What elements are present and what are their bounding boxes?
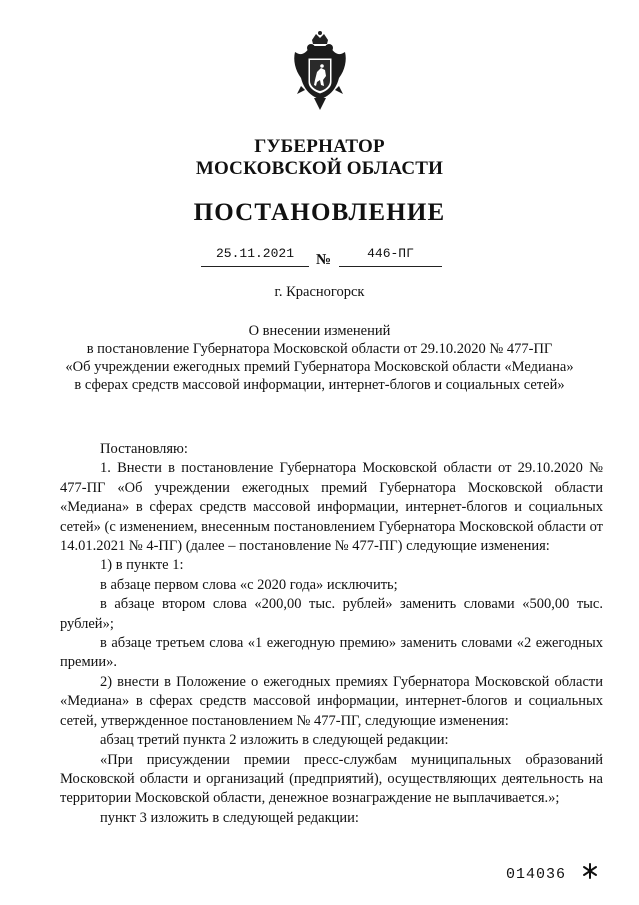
asterisk-mark-icon — [581, 862, 599, 880]
body-paragraph-item-1: 1. Внести в постановление Губернатора Московской области от 29.10.2020 № 477-ПГ «Об учреждении ежегодных премий Губернатора Московской области «Медиана» в сферах средств массовой информации, интернет-блогов и социальных сетей» (с изменением, внесенным постановлением Губернатора Московской области от 14.01.2021 № 4-ПГ) (далее – постановление № 477-ПГ) следующие изменения: — [60, 460, 603, 555]
form-serial-number: 014036 — [506, 866, 567, 883]
document-type-title: ПОСТАНОВЛЕНИЕ — [193, 199, 446, 226]
body-paragraph-quote: «При присуждении премии пресс-службам муниципальных образований Московской области и организаций (предприятий), осуществляющих деятельность на территории Московской области, денежное вознаграждение не выплачивается.»; — [60, 751, 603, 807]
authority-title-line2: МОСКОВСКОЙ ОБЛАСТИ — [195, 158, 444, 179]
place-of-issue: г. Красногорск — [274, 284, 365, 300]
resolve-paragraph: Постановляю: — [100, 441, 188, 457]
subject-line: «Об учреждении ежегодных премий Губернатора Московской области «Медиана» — [65, 359, 574, 375]
body-paragraph-subitem-2: 2) внести в Положение о ежегодных премиях Губернатора Московской области «Медиана» в сферах средств массовой информации, интернет-блогов и социальных сетей, утвержденное постановлением № 477-ПГ, следующие изменения: — [60, 673, 603, 729]
subject-line: О внесении изменений — [248, 323, 391, 339]
registration-number: 446-ПГ — [339, 246, 442, 267]
body-paragraph: в абзаце втором слова «200,00 тыс. рублей» заменить словами «500,00 тыс. рублей»; — [60, 596, 603, 632]
subject-line: в сферах средств массовой информации, интернет-блогов и социальных сетей» — [74, 377, 565, 393]
body-paragraph: абзац третий пункта 2 изложить в следующей редакции: — [100, 732, 449, 749]
body-paragraph: пункт 3 изложить в следующей редакции: — [100, 809, 359, 826]
authority-title-line1: ГУБЕРНАТОР — [254, 136, 385, 157]
body-paragraph-subitem-1: 1) в пункте 1: — [100, 557, 184, 574]
body-paragraph: в абзаце первом слова «с 2020 года» исключить; — [100, 576, 398, 593]
document-body — [60, 440, 603, 828]
number-sign: № — [316, 252, 332, 268]
document-subject — [60, 322, 579, 394]
body-paragraph: в абзаце третьем слова «1 ежегодную премию» заменить словами «2 ежегодных премии». — [60, 635, 603, 671]
registration-date: 25.11.2021 — [201, 246, 309, 267]
moscow-oblast-coat-of-arms-icon — [287, 30, 353, 114]
subject-line: в постановление Губернатора Московской области от 29.10.2020 № 477-ПГ — [86, 341, 553, 357]
